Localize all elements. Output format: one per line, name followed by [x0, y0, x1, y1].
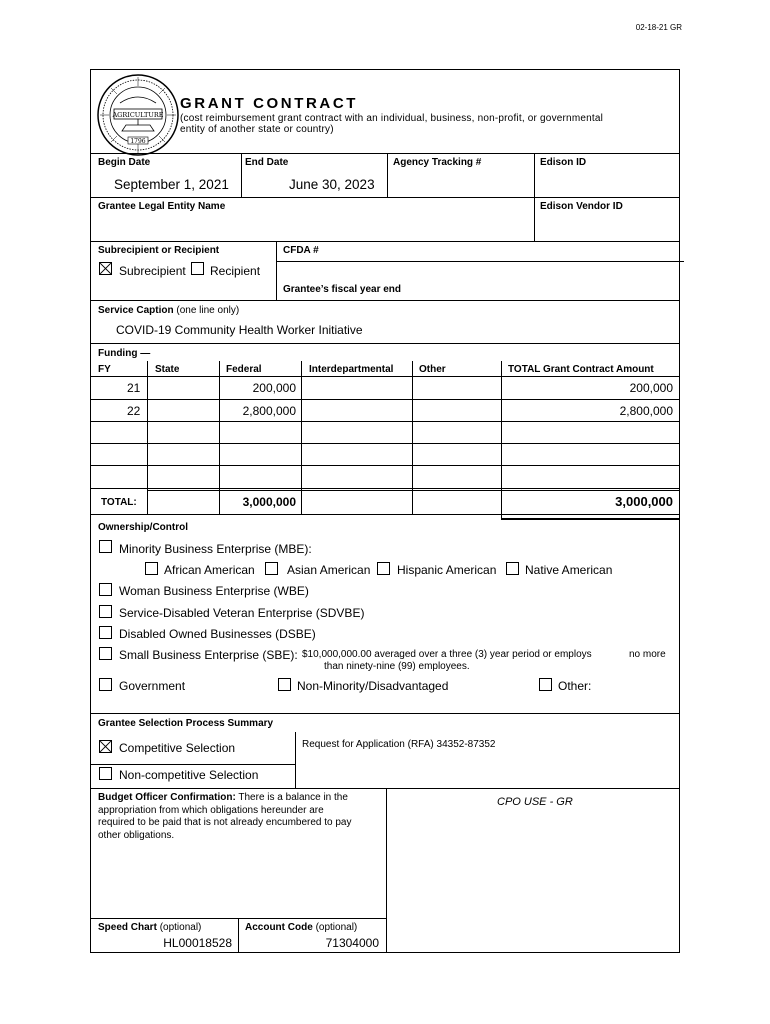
- budget-officer-title: Budget Officer Confirmation:: [98, 792, 236, 803]
- edison-id-label: Edison ID: [540, 157, 587, 168]
- seal-agriculture-text: AGRICULTURE: [112, 111, 164, 119]
- selection-summary-label: Grantee Selection Process Summary: [98, 718, 274, 729]
- wbe-checkbox[interactable]: [99, 583, 112, 596]
- fy-header: FY: [98, 364, 111, 375]
- speed-chart-title: Speed Chart: [98, 922, 157, 933]
- edison-vendor-id-label: Edison Vendor ID: [540, 201, 623, 212]
- budget-line-1: There is a balance in the: [238, 792, 348, 803]
- agency-tracking-label: Agency Tracking #: [393, 157, 482, 168]
- service-caption-label: [98, 305, 239, 316]
- state-seal-icon: [96, 73, 180, 157]
- row2-federal: 2,800,000: [242, 404, 296, 418]
- subtitle-line-2: entity of another state or country): [180, 124, 334, 135]
- speed-chart-label: [98, 922, 201, 933]
- asian-american-checkbox[interactable]: [265, 562, 278, 575]
- other-ownership-checkbox[interactable]: [539, 678, 552, 691]
- speed-chart-note: (optional): [159, 922, 202, 933]
- ownership-label: Ownership/Control: [98, 522, 188, 533]
- subrecipient-or-recipient-label: Subrecipient or Recipient: [98, 245, 220, 256]
- cfda-label: CFDA #: [283, 245, 319, 256]
- seal-year-text: 1796: [130, 138, 146, 145]
- dsbe-label: Disabled Owned Businesses (DSBE): [119, 627, 316, 641]
- fiscal-year-end-label: Grantee’s fiscal year end: [283, 284, 402, 295]
- begin-date-value[interactable]: September 1, 2021: [114, 177, 229, 192]
- service-caption-note: (one line only): [176, 305, 240, 316]
- account-code-label: [245, 922, 357, 933]
- recipient-option-label: Recipient: [210, 264, 261, 278]
- rfa-text: Request for Application (RFA) 34352-87352: [302, 739, 496, 750]
- non-minority-label: Non-Minority/Disadvantaged: [297, 679, 449, 693]
- sbe-checkbox[interactable]: [99, 647, 112, 660]
- sbe-description: $10,000,000.00 averaged over a three (3) year period or employs: [302, 649, 592, 660]
- total-grant-amount: 3,000,000: [615, 494, 673, 509]
- grantee-legal-name-label: Grantee Legal Entity Name: [98, 201, 226, 212]
- sbe-label: Small Business Enterprise (SBE):: [119, 648, 298, 662]
- african-american-label: African American: [164, 563, 255, 577]
- native-american-label: Native American: [525, 563, 613, 577]
- row1-total: 200,000: [629, 381, 673, 395]
- state-header: State: [155, 364, 180, 375]
- federal-header: Federal: [226, 364, 262, 375]
- cpo-use-label: CPO USE - GR: [497, 796, 573, 808]
- hispanic-american-checkbox[interactable]: [377, 562, 390, 575]
- dsbe-checkbox[interactable]: [99, 626, 112, 639]
- page-title: GRANT CONTRACT: [180, 95, 359, 112]
- government-checkbox[interactable]: [99, 678, 112, 691]
- row1-fy: 21: [127, 381, 141, 395]
- sbe-description-line2: than ninety-nine (99) employees.: [324, 661, 470, 672]
- interdepartmental-header: Interdepartmental: [309, 364, 394, 375]
- sdvbe-checkbox[interactable]: [99, 605, 112, 618]
- wbe-label: Woman Business Enterprise (WBE): [119, 584, 309, 598]
- row2-total: 2,800,000: [619, 404, 673, 418]
- recipient-checkbox[interactable]: [191, 262, 204, 275]
- row1-federal: 200,000: [252, 381, 296, 395]
- african-american-checkbox[interactable]: [145, 562, 158, 575]
- subtitle-line-1: (cost reimbursement grant contract with an individual, business, non-profit, or governmental: [180, 113, 604, 124]
- speed-chart-value[interactable]: HL00018528: [163, 936, 232, 950]
- subrecipient-checkbox[interactable]: [99, 262, 112, 275]
- competitive-selection-label: Competitive Selection: [119, 741, 236, 755]
- budget-officer-text: [98, 792, 383, 842]
- account-code-note: (optional): [315, 922, 358, 933]
- total-federal: 3,000,000: [242, 495, 296, 509]
- service-caption-title: Service Caption: [98, 305, 174, 316]
- asian-american-label: Asian American: [287, 563, 371, 577]
- non-minority-checkbox[interactable]: [278, 678, 291, 691]
- begin-date-label: Begin Date: [98, 157, 151, 168]
- other-header: Other: [419, 364, 446, 375]
- budget-line-3: required to be paid that is not already encumbered to pay: [98, 817, 352, 828]
- total-label: TOTAL:: [101, 497, 137, 508]
- non-competitive-selection-checkbox[interactable]: [99, 767, 112, 780]
- subrecipient-option-label: Subrecipient: [119, 264, 186, 278]
- native-american-checkbox[interactable]: [506, 562, 519, 575]
- competitive-selection-checkbox[interactable]: [99, 740, 112, 753]
- funding-label: Funding —: [98, 348, 151, 359]
- budget-line-2: appropriation from which obligations hereunder are: [98, 804, 324, 816]
- end-date-label: End Date: [245, 157, 289, 168]
- sdvbe-label: Service-Disabled Veteran Enterprise (SDVBE): [119, 606, 365, 620]
- account-code-value[interactable]: 71304000: [325, 936, 379, 950]
- hispanic-american-label: Hispanic American: [397, 563, 497, 577]
- end-date-value[interactable]: June 30, 2023: [289, 177, 375, 192]
- service-caption-value[interactable]: COVID-19 Community Health Worker Initiative: [116, 323, 363, 337]
- sbe-description-end: no more: [629, 649, 666, 660]
- total-amount-header: TOTAL Grant Contract Amount: [508, 364, 654, 375]
- mbe-checkbox[interactable]: [99, 540, 112, 553]
- mbe-label: Minority Business Enterprise (MBE):: [119, 542, 312, 556]
- form-code: 02-18-21 GR: [635, 23, 682, 32]
- budget-line-4: other obligations.: [98, 829, 175, 841]
- other-ownership-label: Other:: [558, 679, 592, 693]
- non-competitive-selection-label: Non-competitive Selection: [119, 768, 259, 782]
- row2-fy: 22: [127, 404, 141, 418]
- account-code-title: Account Code: [245, 922, 313, 933]
- government-label: Government: [119, 679, 186, 693]
